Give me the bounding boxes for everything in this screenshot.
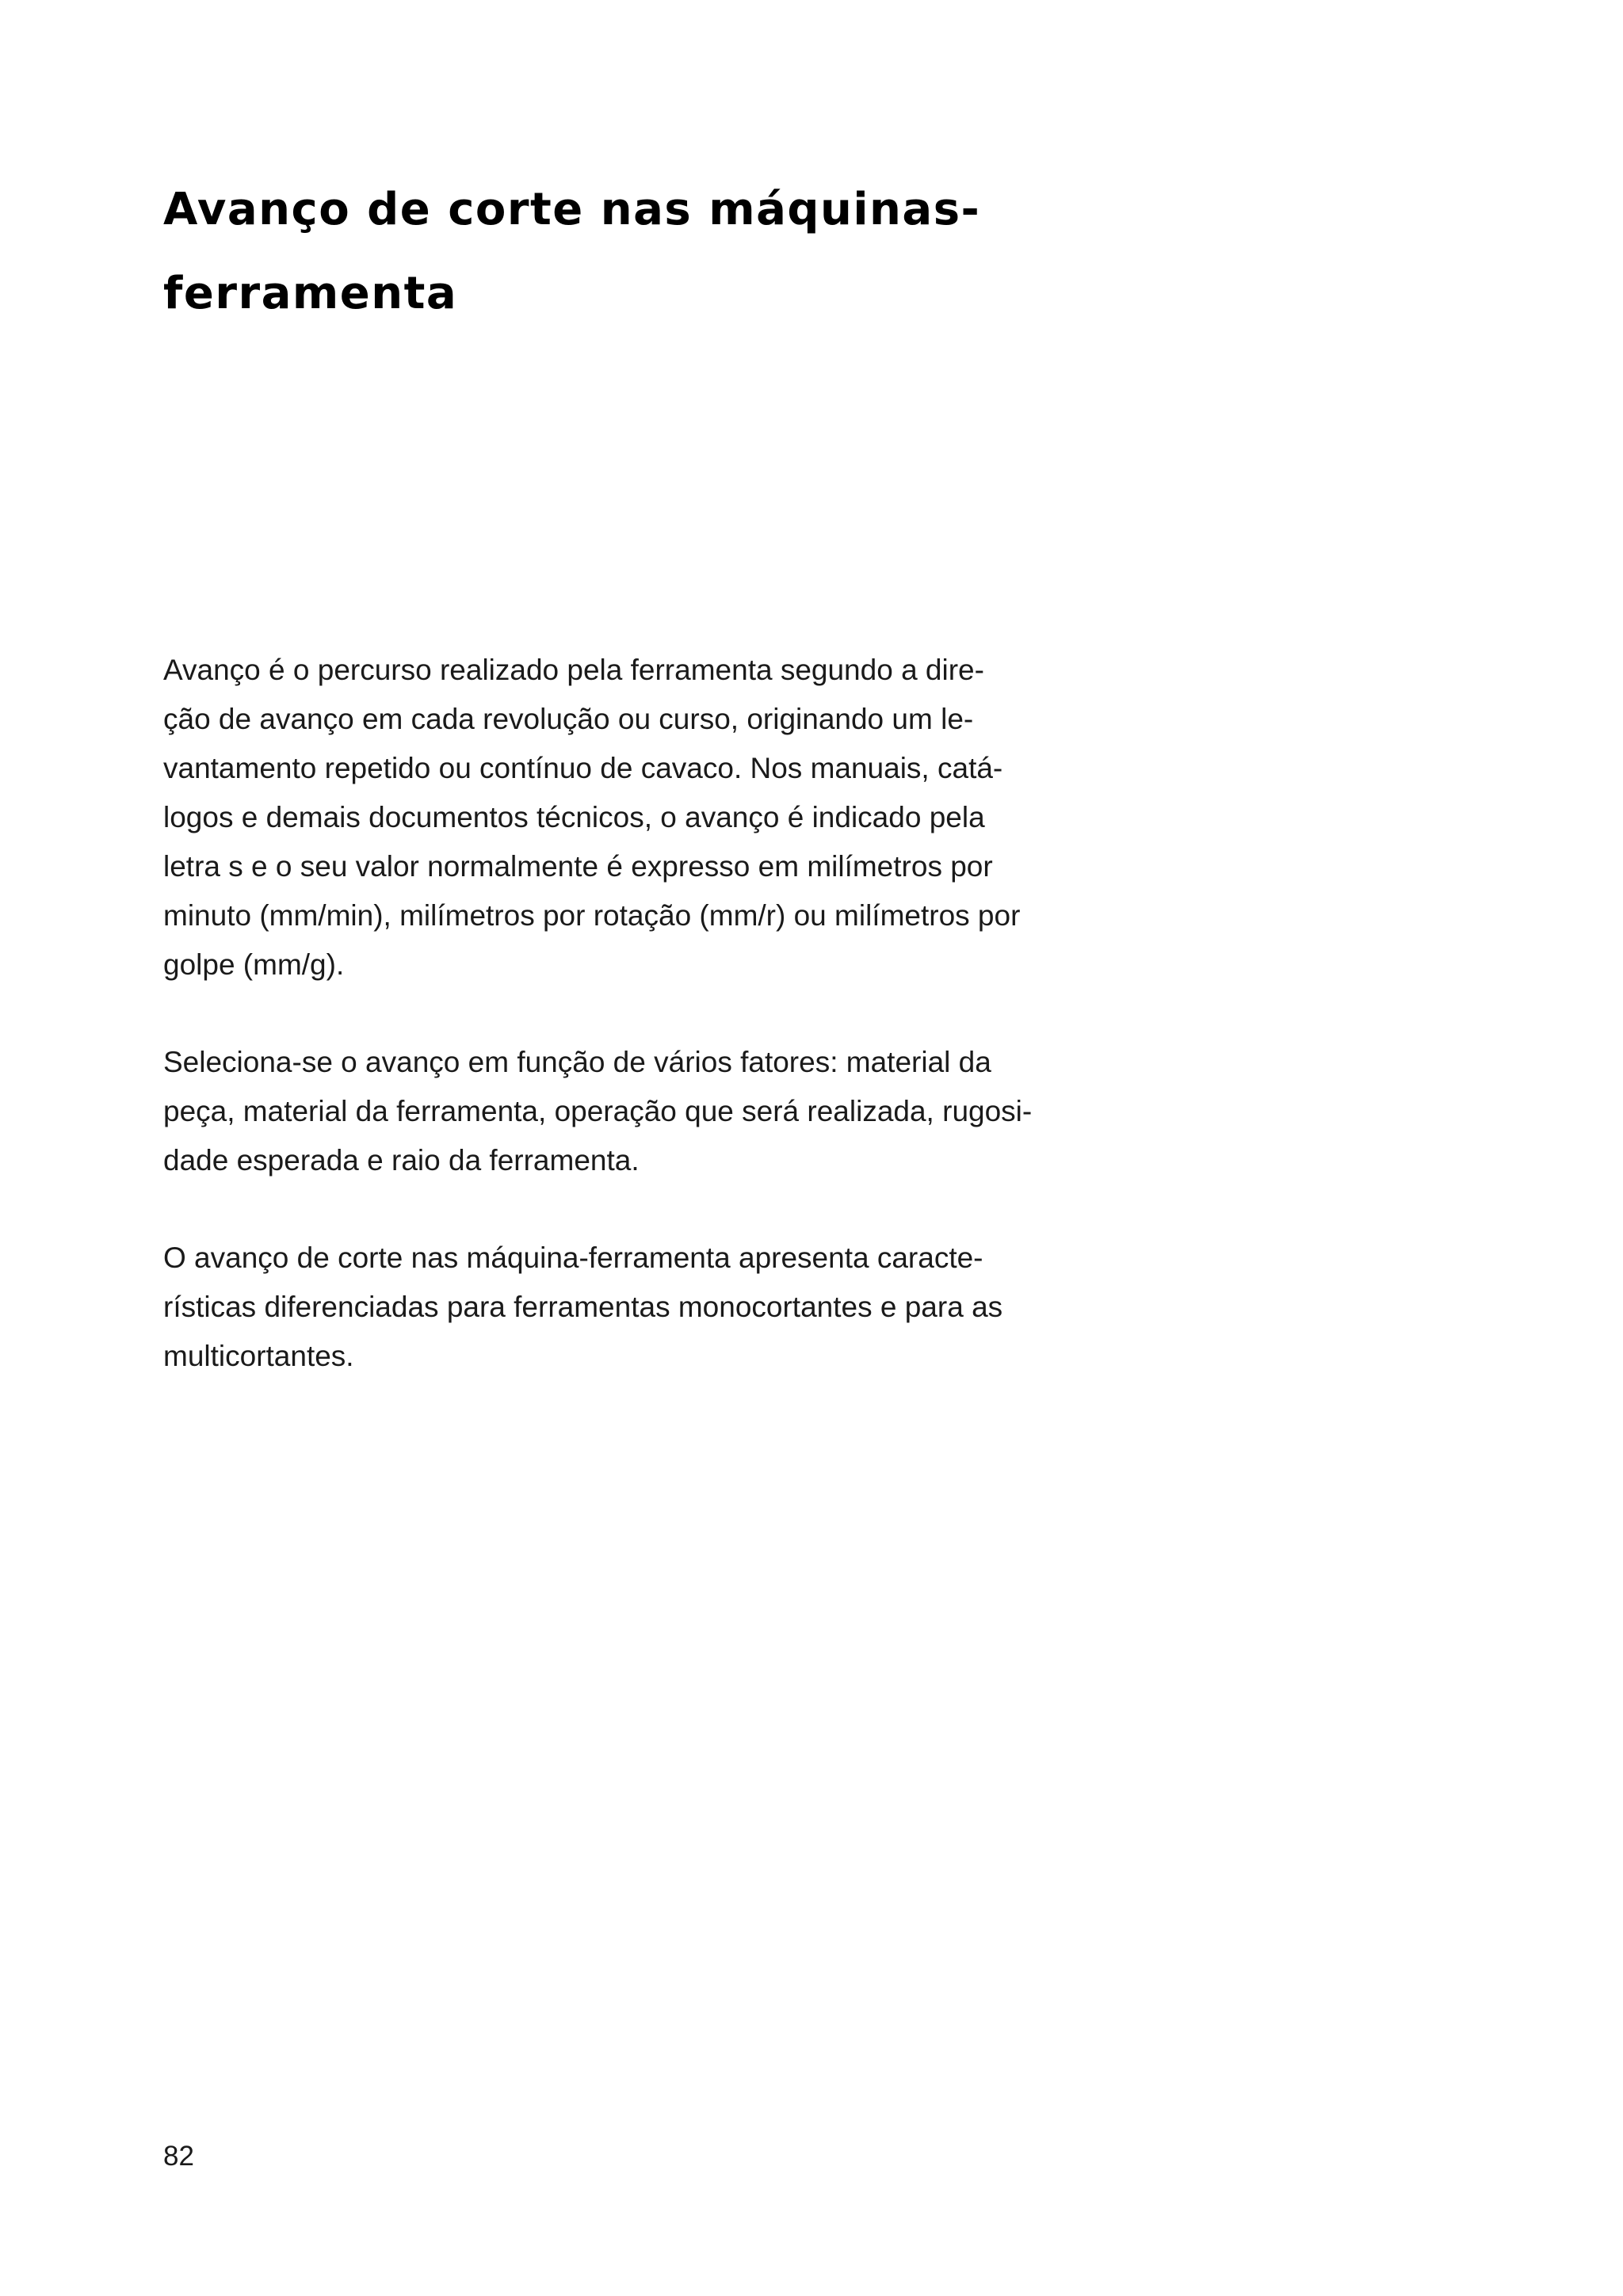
text-line: ção de avanço em cada revolução ou curso, originando um le- (163, 703, 974, 735)
text-line: peça, material da ferramenta, operação que será realizada, rugosi- (163, 1095, 1033, 1127)
text-line: Seleciona-se o avanço em função de vários fatores: material da (163, 1046, 991, 1078)
text-line: O avanço de corte nas máquina-ferramenta apresenta caracte- (163, 1241, 983, 1274)
text-line: rísticas diferenciadas para ferramentas monocortantes e para as (163, 1291, 1003, 1323)
text-line: logos e demais documentos técnicos, o avanço é indicado pela (163, 801, 985, 833)
text-line: minuto (mm/min), milímetros por rotação (mm/r) ou milímetros por (163, 899, 1021, 932)
page-number: 82 (163, 2141, 194, 2172)
title-line: Avanço de corte nas máquinas- (163, 184, 981, 235)
paragraph-avanco-characteristics (163, 1234, 1002, 1381)
text-line: golpe (mm/g). (163, 948, 345, 981)
text-line: vantamento repetido ou contínuo de cavaco. Nos manuais, catá- (163, 752, 1003, 784)
paragraph-avanco-definition (163, 646, 1020, 990)
text-line: Avanço é o percurso realizado pela ferramenta segundo a dire- (163, 654, 984, 686)
title-line: ferramenta (163, 268, 458, 319)
text-line: letra s e o seu valor normalmente é expresso em milímetros por (163, 850, 993, 883)
text-line: dade esperada e raio da ferramenta. (163, 1144, 640, 1177)
page-title (163, 168, 1193, 336)
paragraph-avanco-selection (163, 1038, 1032, 1185)
text-line: multicortantes. (163, 1340, 354, 1372)
